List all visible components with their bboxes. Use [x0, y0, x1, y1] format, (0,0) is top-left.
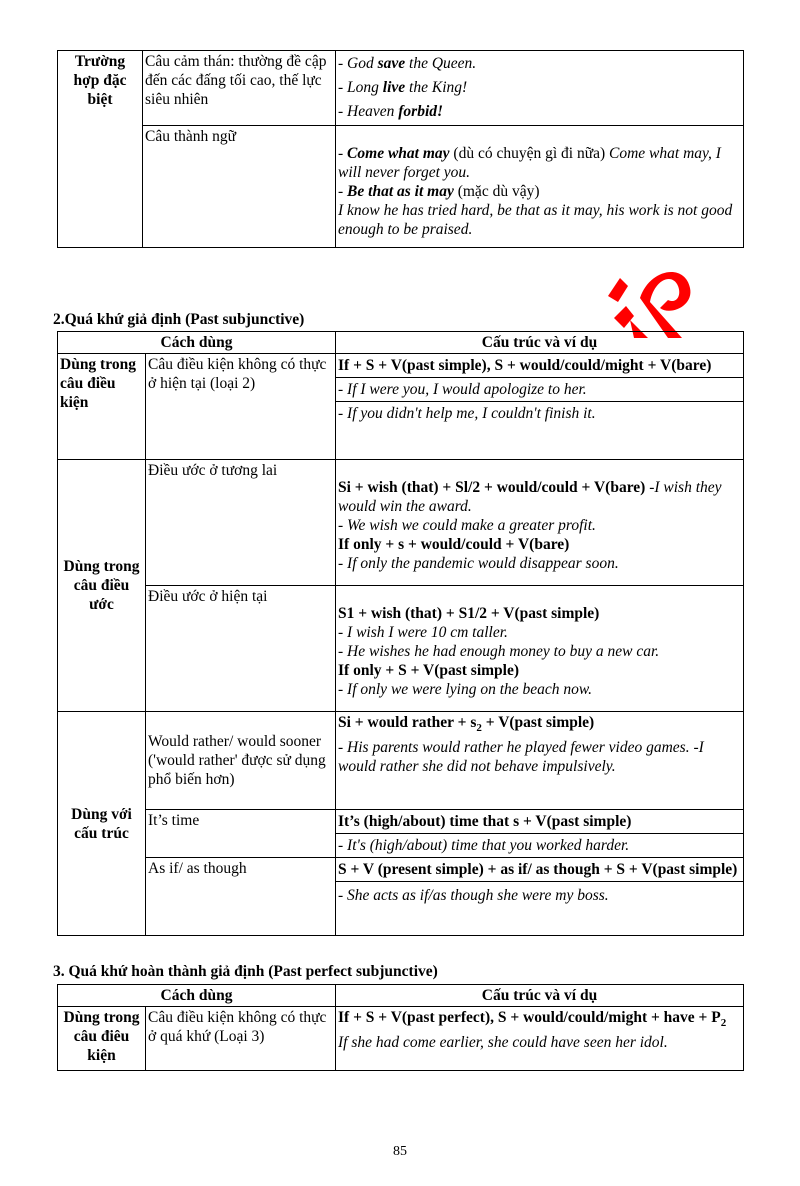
exclamation-use: Câu cảm thán: thường đề cập đến các đấng tối cao, thế lực siêu nhiên	[143, 51, 336, 126]
example-line: - Long live the King!	[338, 79, 468, 96]
example-line: - Heaven forbid!	[338, 103, 444, 120]
column-header-structure: Cấu trúc và ví dụ	[336, 985, 744, 1007]
wish-future-formula: If only + s + would/could + V(bare)	[338, 536, 570, 553]
type3-conditional-label: Dùng trong câu điêu kiện	[58, 1007, 146, 1071]
wish-label: Dùng trong câu điều ước	[58, 460, 146, 712]
section2-heading: 2.Quá khứ giả định (Past subjunctive)	[53, 311, 305, 328]
special-cases-table	[57, 50, 744, 248]
idiom-line: - Come what may (dù có chuyện gì đi nữa) Come what may, I will never forget you.	[338, 145, 721, 181]
type3-example: If she had come earlier, she could have seen her idol.	[338, 1034, 668, 1052]
wish-future-example: - We wish we could make a greater profit.	[338, 517, 596, 534]
conditional-example: - If I were you, I would apologize to her.	[336, 377, 743, 401]
its-time-use: It’s time	[146, 810, 336, 858]
as-if-formula: S + V (present simple) + as if/ as though + S + V(past simple)	[338, 861, 738, 878]
its-time-structure	[336, 810, 744, 858]
wish-present-example: - He wishes he had enough money to buy a new car.	[338, 643, 660, 660]
conditional-label: Dùng trong câu điều kiện	[58, 354, 146, 460]
as-if-structure	[336, 858, 744, 936]
conditional-structure	[336, 354, 744, 460]
wish-present-formula: If only + S + V(past simple)	[338, 662, 520, 679]
column-header-use: Cách dùng	[58, 332, 336, 354]
its-time-example: - It's (high/about) time that you worked harder.	[336, 833, 743, 857]
wish-future-example: - If only the pandemic would disappear soon.	[338, 555, 619, 572]
section3-heading: 3. Quá khứ hoàn thành giả định (Past perfect subjunctive)	[53, 963, 438, 980]
wish-present-example: - If only we were lying on the beach now.	[338, 681, 592, 698]
column-header-use: Cách dùng	[58, 985, 336, 1007]
column-header-structure: Cấu trúc và ví dụ	[336, 332, 744, 354]
would-rather-example: -I would rather she did not behave impulsively.	[338, 739, 704, 776]
wish-present-formula: S1 + wish (that) + S1/2 + V(past simple)	[338, 605, 600, 622]
example-line: - God save the Queen.	[338, 55, 477, 72]
special-cases-label: Trường hợp đặc biệt	[58, 51, 143, 248]
past-subjunctive-table	[57, 331, 744, 936]
conditional-formula: If + S + V(past simple), S + would/could/might + V(bare)	[338, 357, 712, 374]
wish-present-use: Điều ước ở hiện tại	[146, 586, 336, 712]
idiom-use: Câu thành ngữ	[143, 126, 336, 248]
would-rather-structure	[336, 712, 744, 810]
idiom-example: I know he has tried hard, be that as it may, his work is not good enough to be praised.	[338, 202, 733, 238]
wish-present-example: - I wish I were 10 cm taller.	[338, 624, 508, 641]
idiom-line: - Be that as it may (mặc dù vậy)	[338, 183, 540, 200]
structure-label: Dùng với cấu trúc	[58, 712, 146, 936]
its-time-formula: It’s (high/about) time that s + V(past simple)	[338, 813, 632, 830]
type3-formula: If + S + V(past perfect), S + would/could/might + have + $P_2$	[338, 1009, 727, 1030]
type3-conditional-structure	[336, 1007, 744, 1071]
page-number: 85	[393, 1144, 407, 1159]
would-rather-example: - His parents would rather he played fewer video games.	[338, 739, 690, 757]
watermark-logo	[590, 258, 730, 338]
exclamation-examples	[336, 51, 744, 126]
idiom-examples	[336, 126, 744, 248]
past-perfect-subjunctive-table	[57, 984, 744, 1071]
would-rather-formula: Si + would rather + $s_2$ + V(past simple)	[338, 714, 595, 735]
wish-future-example: -I wish they would win the award.	[338, 479, 722, 515]
would-rather-use: Would rather/ would sooner ('would rather' được sử dụng phổ biến hơn)	[146, 712, 336, 810]
type3-conditional-use: Câu điều kiện không có thực ở quá khứ (Loại 3)	[146, 1007, 336, 1071]
wish-future-use: Điều ước ở tương lai	[146, 460, 336, 586]
as-if-example: - She acts as if/as though she were my boss.	[336, 881, 743, 909]
wish-present-structure	[336, 586, 744, 712]
as-if-use: As if/ as though	[146, 858, 336, 936]
conditional-use: Câu điều kiện không có thực ở hiện tại (loại 2)	[146, 354, 336, 460]
wish-future-formula: Si + wish (that) + Sl/2 + would/could + V(bare)	[338, 479, 646, 496]
conditional-example: - If you didn't help me, I couldn't finish it.	[336, 401, 743, 425]
wish-future-structure	[336, 460, 744, 586]
